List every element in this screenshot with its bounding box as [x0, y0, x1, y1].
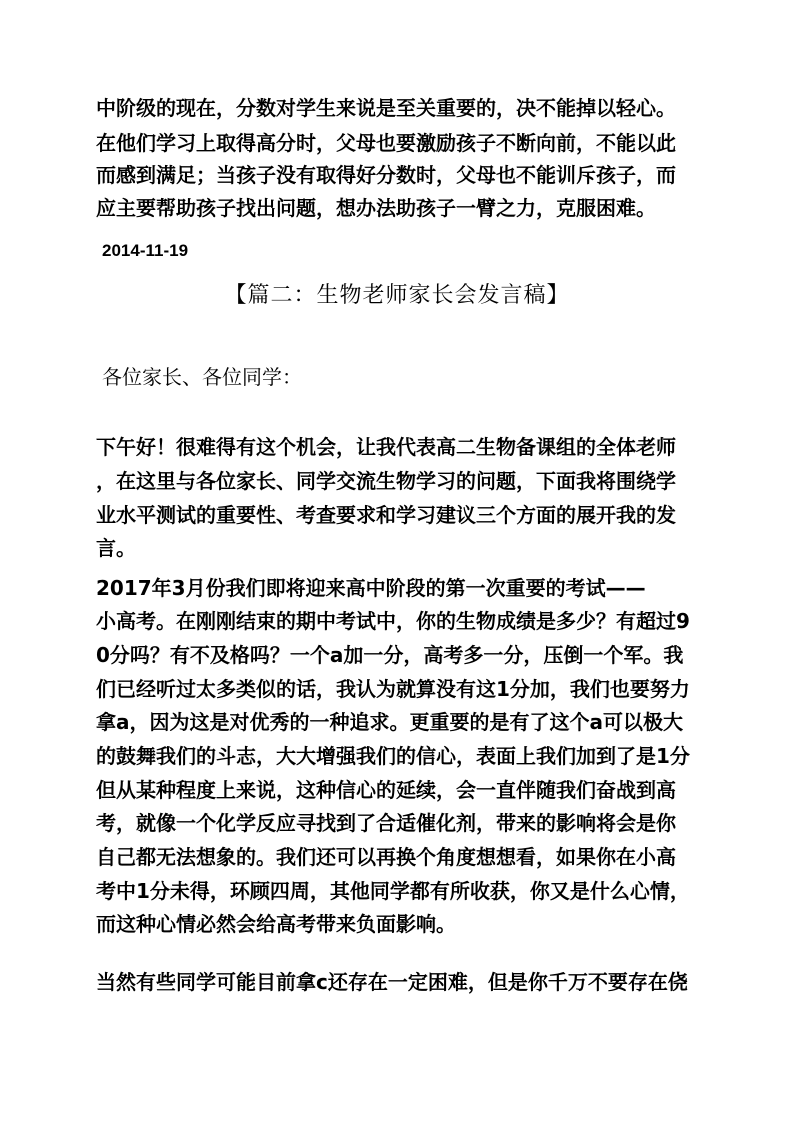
paragraph-line: 下午好！很难得有这个机会，让我代表高二生物备课组的全体老师	[96, 435, 676, 459]
paragraph-line: 考中1分未得，环顾四周，其他同学都有所收获，你又是什么心情，	[96, 879, 690, 903]
section-title: 【篇二：生物老师家长会发言稿】	[224, 283, 570, 308]
intro-line: 应主要帮助孩子找出问题，想办法助孩子一臂之力，克服困难。	[96, 196, 656, 220]
paragraph-line: 而这种心情必然会给高考带来负面影响。	[96, 912, 456, 936]
paragraph-line: 但从某种程度上来说，这种信心的延续，会一直伴随我们奋战到高	[96, 778, 676, 802]
paragraph-line: 言。	[96, 536, 136, 560]
paragraph-line: 自己都无法想象的。我们还可以再换个角度想想看，如果你在小高	[96, 845, 676, 869]
paragraph-line: 拿a，因为这是对优秀的一种追求。更重要的是有了这个a可以极大	[96, 710, 683, 734]
paragraph-line: 业水平测试的重要性、考查要求和学习建议三个方面的展开我的发	[96, 503, 676, 527]
paragraph-line: ，在这里与各位家长、同学交流生物学习的问题，下面我将围绕学	[96, 469, 676, 493]
salutation: 各位家长、各位同学：	[102, 365, 302, 389]
paragraph-line: 的鼓舞我们的斗志，大大增强我们的信心，表面上我们加到了是1分	[96, 744, 690, 768]
paragraph-line: 当然有些同学可能目前拿c还存在一定困难，但是你千万不要存在侥	[96, 970, 688, 994]
intro-line: 在他们学习上取得高分时，父母也要激励孩子不断向前，不能以此	[96, 131, 676, 155]
intro-line: 中阶级的现在，分数对学生来说是至关重要的，决不能掉以轻心。	[96, 96, 676, 120]
paragraph-line: 0分吗？有不及格吗？一个a加一分，高考多一分，压倒一个军。我	[96, 643, 684, 667]
paragraph-line: 们已经听过太多类似的话，我认为就算没有这1分加，我们也要努力	[96, 677, 690, 701]
document-date: 2014-11-19	[102, 241, 189, 260]
paragraph-line: 2017年3月份我们即将迎来高中阶段的第一次重要的考试——	[96, 576, 646, 600]
intro-line: 而感到满足；当孩子没有取得好分数时，父母也不能训斥孩子，而	[96, 163, 676, 187]
paragraph-line: 小高考。在刚刚结束的期中考试中，你的生物成绩是多少？有超过9	[96, 609, 690, 633]
paragraph-line: 考，就像一个化学反应寻找到了合适催化剂，带来的影响将会是你	[96, 811, 676, 835]
